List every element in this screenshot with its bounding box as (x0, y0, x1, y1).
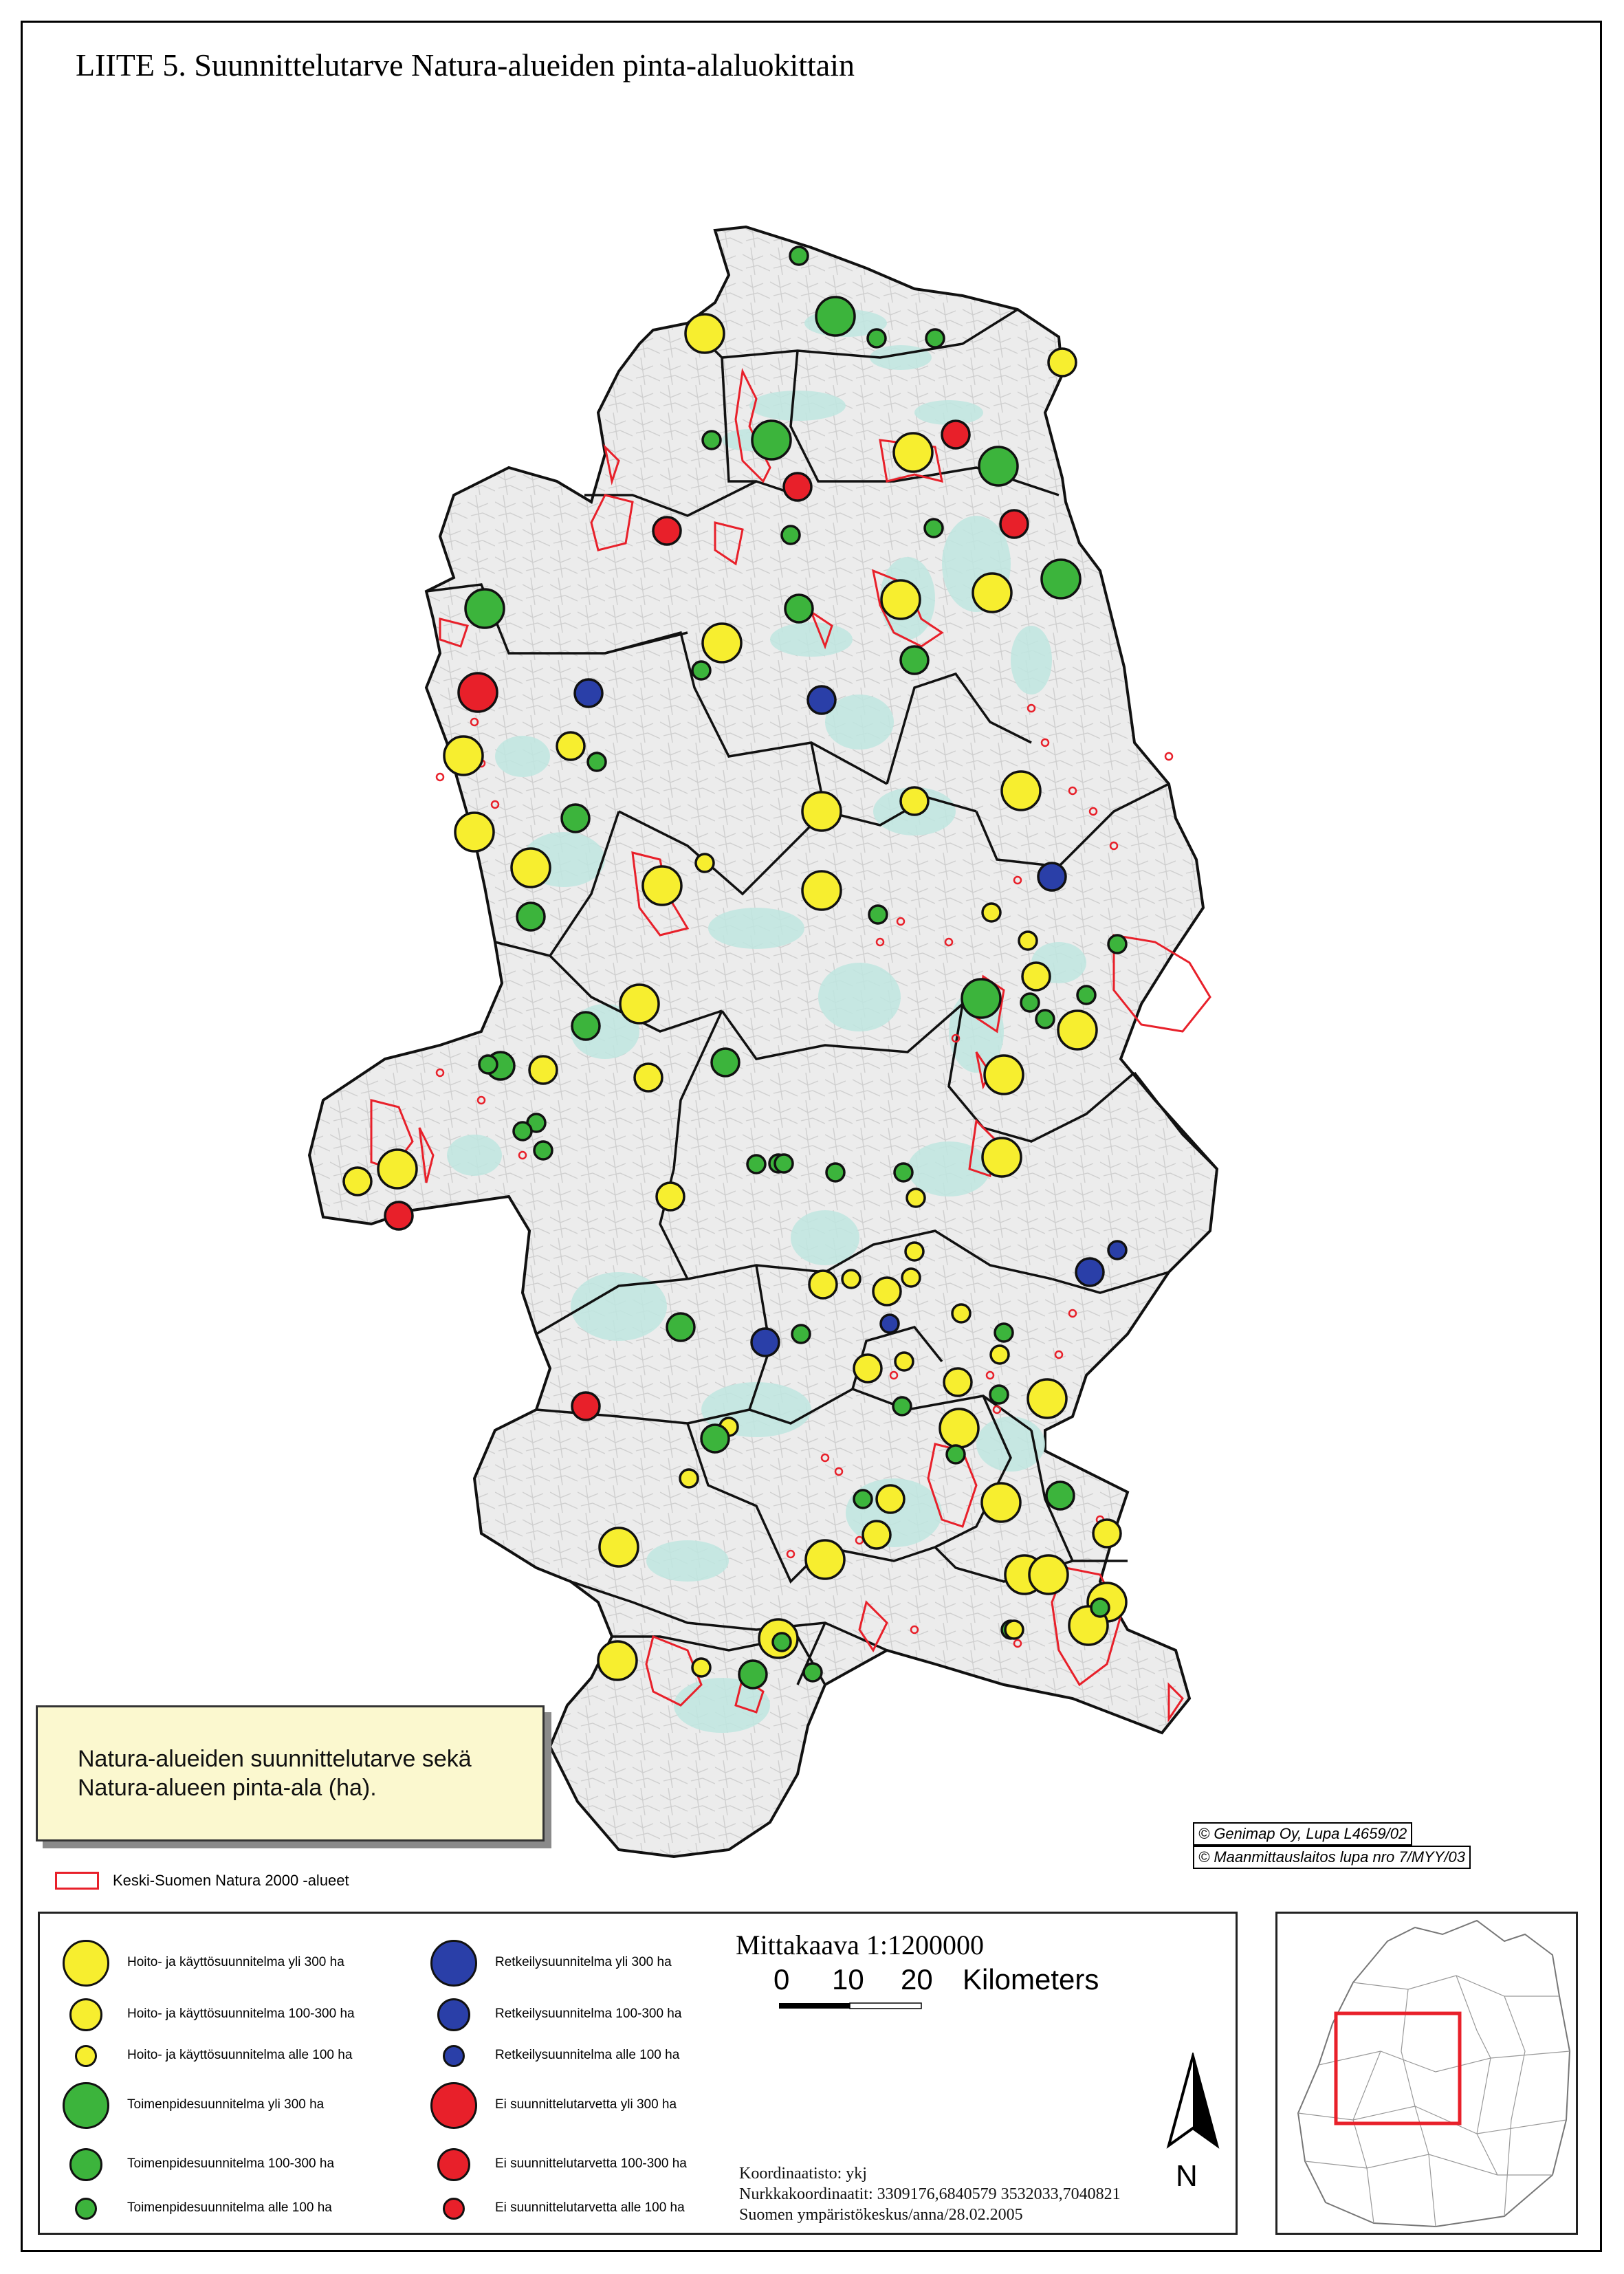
map-title: LIITE 5. Suunnittelutarve Natura-alueiden pinta-alaluokittain (76, 47, 855, 83)
legend-symbol-red-medium (437, 2148, 470, 2181)
site-marker-red-large (459, 673, 497, 712)
corner-coordinates: Nurkkakoordinaatit: 3309176,6840579 3532033,7040821 (739, 2185, 1121, 2203)
site-marker-green-large (979, 447, 1018, 485)
north-label: N (1176, 2159, 1198, 2193)
site-marker-green-large (816, 297, 855, 336)
legend-label: Hoito- ja käyttösuunnitelma yli 300 ha (127, 1955, 344, 1969)
legend-symbol-blue-medium (437, 1998, 470, 2031)
site-marker-yellow-medium (529, 1056, 557, 1084)
site-marker-yellow-medium (344, 1168, 371, 1195)
site-marker-yellow-large (881, 580, 920, 619)
site-marker-yellow-small (692, 1659, 710, 1676)
site-marker-yellow-large (444, 736, 483, 775)
site-marker-green-large (1042, 560, 1080, 598)
scale-tick-20: 20 (901, 1963, 933, 1996)
natura-swatch (55, 1872, 99, 1890)
lake-shape (749, 391, 846, 421)
site-marker-red-medium (1000, 510, 1028, 538)
site-marker-green-small (514, 1122, 531, 1140)
natura-legend (55, 1872, 349, 1890)
legend-symbol-yellow-medium (69, 1998, 102, 2031)
legend-label: Retkeilysuunnitelma 100-300 ha (495, 2007, 682, 2021)
site-marker-green-small (854, 1490, 872, 1508)
lake-shape (914, 400, 983, 425)
site-marker-green-small (868, 329, 886, 347)
legend-symbol-yellow-small (75, 2045, 97, 2067)
lake-shape (818, 963, 901, 1031)
site-marker-red-medium (385, 1202, 413, 1229)
site-marker-blue-medium (808, 686, 835, 714)
site-marker-green-small (588, 753, 606, 771)
site-marker-yellow-large (685, 314, 724, 353)
site-marker-green-large (465, 589, 504, 628)
site-marker-green-small (703, 431, 721, 449)
site-marker-yellow-large (1028, 1379, 1066, 1418)
site-marker-green-small (792, 1325, 810, 1343)
legend-label: Ei suunnittelutarvetta alle 100 ha (495, 2200, 685, 2215)
site-marker-green-small (893, 1397, 911, 1415)
legend-symbol-red-small (443, 2198, 465, 2220)
legend-label: Ei suunnittelutarvetta yli 300 ha (495, 2097, 677, 2112)
legend-symbol-green-large (63, 2082, 109, 2129)
lake-shape (495, 736, 550, 777)
site-marker-yellow-medium (944, 1368, 972, 1396)
lake-shape (908, 1141, 990, 1196)
legend-symbol-blue-large (430, 1940, 477, 1987)
legend-label: Ei suunnittelutarvetta 100-300 ha (495, 2156, 687, 2171)
site-marker-yellow-large (802, 871, 841, 910)
site-marker-green-small (534, 1141, 552, 1159)
info-line-1: Natura-alueiden suunnittelutarve sekä (78, 1746, 472, 1772)
site-marker-yellow-large (985, 1056, 1023, 1094)
scale-tick-0: 0 (773, 1963, 790, 1996)
site-marker-yellow-large (973, 573, 1011, 612)
site-marker-red-medium (784, 473, 811, 501)
site-marker-blue-small (1108, 1241, 1126, 1259)
site-marker-green-small (1036, 1010, 1054, 1028)
site-marker-yellow-medium (873, 1278, 901, 1305)
coordinate-system: Koordinaatisto: ykj (739, 2165, 867, 2183)
site-marker-yellow-large (512, 849, 550, 887)
site-marker-green-medium (572, 1012, 600, 1040)
site-marker-green-small (1108, 935, 1126, 953)
site-marker-blue-medium (575, 679, 602, 707)
site-marker-yellow-large (1029, 1555, 1068, 1594)
site-marker-yellow-medium (557, 732, 584, 760)
site-marker-green-small (747, 1155, 765, 1173)
site-marker-green-medium (739, 1661, 767, 1688)
site-marker-green-small (479, 1056, 497, 1073)
site-marker-yellow-large (455, 813, 494, 851)
natura-legend-label: Keski-Suomen Natura 2000 -alueet (113, 1872, 349, 1889)
site-marker-yellow-large (643, 866, 681, 905)
site-marker-yellow-small (895, 1353, 913, 1370)
lake-shape (646, 1540, 729, 1582)
lake-shape (708, 908, 804, 949)
site-marker-green-small (926, 329, 944, 347)
scale-bar (778, 2001, 923, 2011)
site-marker-yellow-medium (1093, 1520, 1121, 1547)
site-marker-green-small (895, 1163, 912, 1181)
site-marker-yellow-large (378, 1150, 417, 1188)
info-line-2: Natura-alueen pinta-ala (ha). (78, 1775, 377, 1801)
site-marker-yellow-large (940, 1409, 978, 1447)
lake-shape (447, 1135, 502, 1176)
site-marker-yellow-medium (854, 1355, 881, 1382)
legend-label: Hoito- ja käyttösuunnitelma 100-300 ha (127, 2007, 355, 2021)
site-marker-yellow-large (982, 1483, 1020, 1522)
site-marker-green-medium (517, 903, 545, 930)
site-marker-yellow-medium (1049, 349, 1076, 376)
site-marker-green-small (947, 1445, 965, 1463)
site-marker-green-small (869, 906, 887, 923)
site-marker-yellow-large (598, 1641, 637, 1680)
site-marker-yellow-small (1005, 1621, 1023, 1639)
legend-label: Retkeilysuunnitelma alle 100 ha (495, 2048, 680, 2062)
inset-map (1275, 1912, 1578, 2235)
scale-title: Mittakaava 1:1200000 (736, 1929, 985, 1960)
author-date: Suomen ympäristökeskus/anna/28.02.2005 (739, 2206, 1023, 2224)
site-marker-yellow-large (894, 433, 932, 472)
site-marker-yellow-medium (901, 787, 928, 815)
site-marker-green-small (995, 1324, 1013, 1342)
site-marker-green-small (1021, 994, 1039, 1012)
site-marker-red-medium (942, 421, 969, 448)
site-marker-green-medium (785, 595, 813, 622)
scale-tick-10: 10 (832, 1963, 864, 1996)
north-arrow-icon (1162, 2053, 1224, 2149)
site-marker-yellow-large (983, 1138, 1021, 1177)
site-marker-green-small (775, 1155, 793, 1172)
legend-symbol-yellow-large (63, 1940, 109, 1987)
site-marker-green-small (990, 1386, 1008, 1403)
site-marker-green-small (1077, 986, 1095, 1004)
site-marker-green-small (804, 1663, 822, 1681)
site-marker-yellow-large (620, 985, 659, 1023)
legend-symbol-blue-small (443, 2045, 465, 2067)
site-marker-red-medium (572, 1392, 600, 1420)
site-marker-yellow-medium (809, 1271, 837, 1298)
site-marker-green-large (752, 421, 791, 459)
legend-label: Toimenpidesuunnitelma alle 100 ha (127, 2200, 332, 2215)
site-marker-blue-medium (1038, 863, 1066, 890)
legend-symbol-green-small (75, 2198, 97, 2220)
site-marker-yellow-small (696, 854, 714, 872)
site-marker-green-medium (901, 646, 928, 674)
site-marker-green-small (925, 519, 943, 537)
site-marker-yellow-large (802, 792, 841, 831)
legend-label: Toimenpidesuunnitelma 100-300 ha (127, 2156, 335, 2171)
site-marker-red-medium (653, 517, 681, 545)
site-marker-green-small (692, 662, 710, 679)
site-marker-green-medium (562, 805, 589, 832)
site-marker-yellow-small (842, 1270, 860, 1288)
site-marker-yellow-small (1019, 932, 1037, 950)
site-marker-yellow-small (902, 1269, 920, 1287)
lake-shape (770, 622, 853, 657)
site-marker-yellow-large (600, 1528, 638, 1566)
site-marker-yellow-small (983, 904, 1000, 921)
legend-symbol-red-large (430, 2082, 477, 2129)
site-marker-yellow-medium (657, 1183, 684, 1210)
site-marker-green-medium (712, 1049, 739, 1076)
natura-outline (1165, 753, 1172, 760)
legend-label: Toimenpidesuunnitelma yli 300 ha (127, 2097, 325, 2112)
site-marker-yellow-medium (1022, 963, 1050, 990)
copyright-maanmittauslaitos: © Maanmittauslaitos lupa nro 7/MYY/03 (1193, 1846, 1471, 1869)
site-marker-green-medium (1046, 1482, 1074, 1509)
site-marker-green-large (962, 979, 1000, 1018)
site-marker-green-small (1091, 1599, 1109, 1617)
site-marker-yellow-large (1058, 1011, 1097, 1049)
site-marker-green-small (826, 1163, 844, 1181)
site-marker-yellow-medium (877, 1485, 904, 1513)
site-marker-blue-small (881, 1315, 899, 1333)
site-marker-yellow-small (991, 1346, 1009, 1364)
site-marker-yellow-small (906, 1243, 923, 1260)
site-marker-green-small (790, 247, 808, 265)
finland-inset-icon (1277, 1914, 1576, 2233)
site-marker-yellow-small (952, 1304, 970, 1322)
site-marker-yellow-medium (863, 1521, 890, 1549)
site-marker-yellow-large (703, 624, 741, 662)
scale-unit: Kilometers (963, 1963, 1099, 1996)
site-marker-yellow-medium (635, 1064, 662, 1091)
legend-label: Hoito- ja käyttösuunnitelma alle 100 ha (127, 2048, 353, 2062)
info-box (36, 1705, 545, 1841)
legend-symbol-green-medium (69, 2148, 102, 2181)
natura-outline (437, 774, 443, 780)
site-marker-yellow-large (1002, 772, 1040, 810)
site-marker-yellow-large (806, 1540, 844, 1579)
site-marker-blue-medium (1076, 1258, 1104, 1286)
site-marker-blue-medium (751, 1329, 779, 1356)
site-marker-yellow-small (907, 1189, 925, 1207)
site-marker-green-medium (667, 1313, 694, 1341)
lake-shape (1011, 626, 1052, 695)
site-marker-green-small (782, 526, 800, 544)
site-marker-yellow-small (680, 1469, 698, 1487)
legend-label: Retkeilysuunnitelma yli 300 ha (495, 1955, 672, 1969)
copyright-genimap: © Genimap Oy, Lupa L4659/02 (1193, 1822, 1412, 1846)
site-marker-green-small (773, 1633, 791, 1651)
site-marker-green-medium (701, 1425, 729, 1452)
